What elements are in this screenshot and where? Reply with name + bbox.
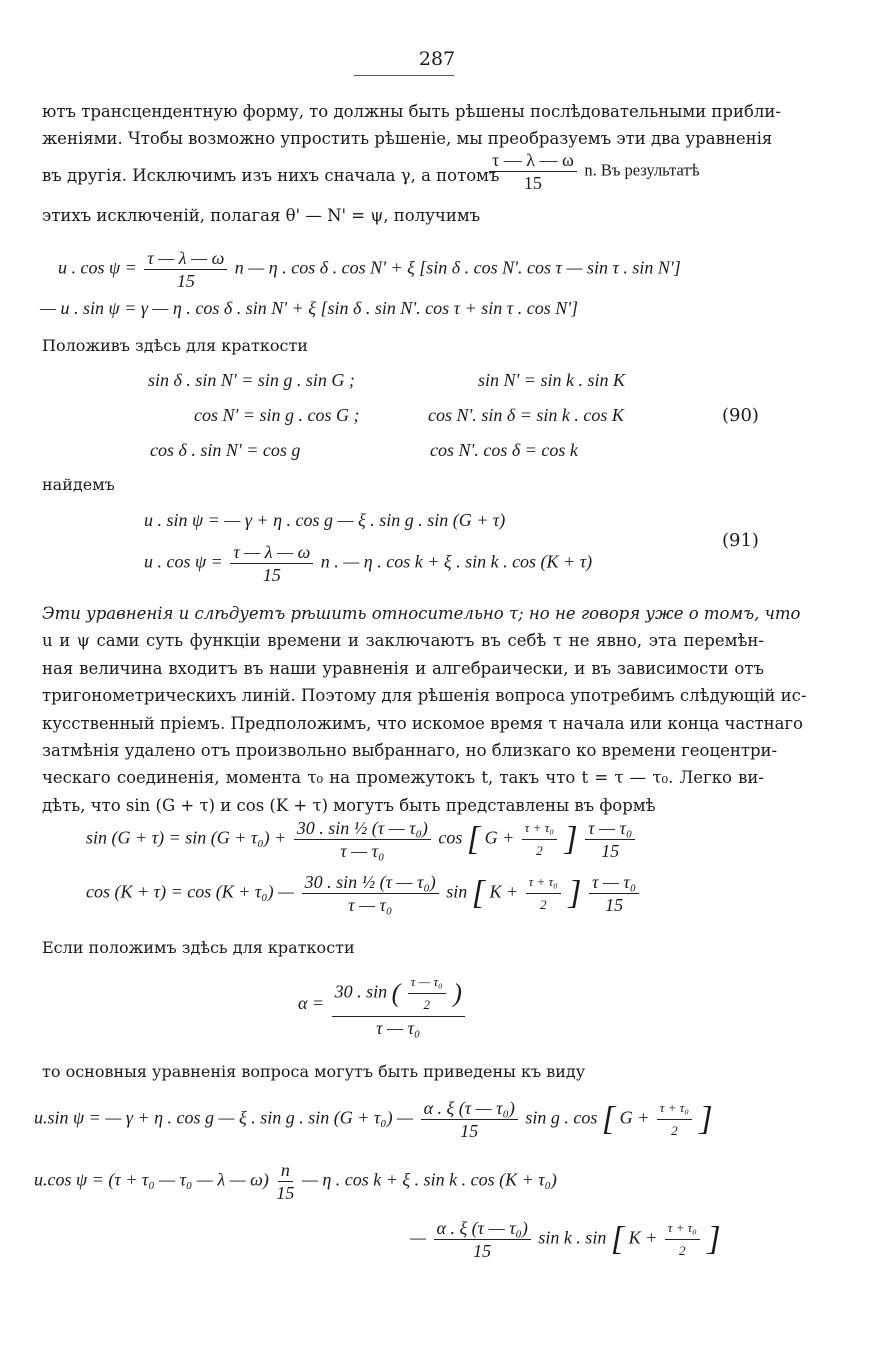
- eq90-r1c2: sin N' = sin k . sin K: [478, 370, 626, 390]
- fraction-numerator: τ — λ — ω: [144, 248, 227, 270]
- open-bracket: [: [610, 1220, 625, 1258]
- equation-a1: [58, 248, 681, 291]
- paragraph-line: ная величина входитъ въ наши уравненія и алгебраически, и въ зависимости отъ: [42, 658, 764, 678]
- close-paren: ): [453, 978, 462, 1008]
- fraction-numerator: n: [278, 1160, 293, 1182]
- fraction-denominator: τ — τ₀: [340, 841, 385, 861]
- fraction-numerator: τ — τ₀: [408, 972, 446, 994]
- eq91-line1: u . sin ψ = — γ + η . cos g — ξ . sin g . sin (G + τ): [144, 510, 506, 530]
- eq90-r3c1: cos δ . sin N' = cos g: [150, 440, 301, 460]
- equation-final-3: [410, 1218, 721, 1261]
- close-bracket: ]: [564, 820, 578, 858]
- paragraph-method: [42, 600, 807, 819]
- fraction-denominator: 15: [262, 565, 281, 585]
- fraction-numerator: [332, 972, 465, 1017]
- paragraph-line: u и ψ сами суть функціи времени и заключаютъ въ себѣ τ не явно, эта перемѣн-: [42, 631, 764, 651]
- equation-alpha: [298, 972, 468, 1038]
- fraction-denominator: 15: [605, 895, 624, 915]
- paragraph-line: Эти уравненія и слѣдуетъ рѣшить относительно τ; но не говоря уже о томъ, что: [42, 604, 801, 623]
- open-bracket: [: [471, 874, 485, 912]
- fraction-denominator: 2: [423, 997, 430, 1012]
- fraction-numerator: α . ξ (τ — τ₀): [434, 1218, 531, 1240]
- fraction-numerator: τ — τ₀: [589, 872, 639, 894]
- equation-final-2: [34, 1160, 557, 1203]
- equation-rhs: — η . cos k + ξ . sin k . cos (K + τ₀): [301, 1169, 557, 1190]
- equation-lhs: sin (G + τ) = sin (G + τ₀) +: [86, 827, 287, 848]
- close-bracket: ]: [568, 874, 582, 912]
- page-number-rule: [354, 75, 454, 76]
- inline-fraction: [486, 150, 700, 193]
- eq90-r3c2: cos N'. cos δ = cos k: [430, 440, 578, 460]
- equation-lhs: α =: [298, 993, 325, 1014]
- bracket-lead: K +: [489, 881, 519, 902]
- text-if-label: Если положимъ здѣсь для краткости: [42, 938, 355, 957]
- equation-tail: sin g . cos: [525, 1107, 598, 1128]
- fraction-denominator: 15: [460, 1121, 479, 1141]
- fraction-denominator: 15: [176, 271, 195, 291]
- equation-tail: sin k . sin: [538, 1227, 607, 1248]
- alpha-numerator-prefix: 30 . sin: [334, 981, 388, 1002]
- open-bracket: [: [601, 1100, 616, 1138]
- close-bracket: ]: [699, 1100, 713, 1138]
- equation-function: sin: [446, 881, 468, 902]
- equation-number-91: (91): [722, 530, 759, 551]
- equation-lead: —: [410, 1227, 427, 1248]
- paragraph-intro: [42, 98, 781, 153]
- bracket-lead: G +: [484, 827, 515, 848]
- paragraph-line-with-fraction: [42, 166, 499, 185]
- fraction-denominator: 15: [601, 841, 620, 861]
- bracket-lead: G +: [619, 1107, 650, 1128]
- equation-function: cos: [438, 827, 463, 848]
- equation-lhs: u . cos ψ =: [144, 551, 223, 572]
- equation-lhs: cos (K + τ) = cos (K + τ₀) —: [86, 881, 295, 902]
- equation-lhs: u . cos ψ =: [58, 257, 137, 278]
- equation-rhs: n — η . cos δ . cos N' + ξ [sin δ . cos N'. cos τ — sin τ . sin N']: [234, 257, 681, 278]
- fraction-denominator: τ — τ₀: [348, 895, 393, 915]
- fraction-denominator: 2: [679, 1243, 686, 1258]
- equation-lhs: u.sin ψ = — γ + η . cos g — ξ . sin g . sin (G + τ₀) —: [34, 1107, 414, 1128]
- eq90-r2c2: cos N'. sin δ = sin k . cos K: [428, 405, 624, 425]
- paragraph-line: тригонометрическихъ линій. Поэтому для рѣшенія вопроса употребимъ слѣдующій ис-: [42, 686, 807, 706]
- fraction-numerator: τ — λ — ω: [230, 542, 313, 564]
- fraction-denominator: 15: [523, 173, 542, 193]
- equation-cos-expansion: [86, 872, 642, 915]
- fraction-numerator: 30 . sin ½ (τ — τ₀): [294, 818, 431, 840]
- paragraph-line: кусственный пріемъ. Предположимъ, что искомое время τ начала или конца частнаго: [42, 713, 803, 733]
- equation-a2: — u . sin ψ = γ — η . cos δ . sin N' + ξ [sin δ . sin N'. cos τ + sin τ . cos N']: [40, 298, 579, 318]
- fraction-denominator: 2: [671, 1123, 678, 1138]
- fraction-denominator: 15: [276, 1183, 295, 1203]
- equation-sin-expansion: [86, 818, 638, 861]
- paragraph-line: въ другія. Исключимъ изъ нихъ сначала γ, а потомъ: [42, 166, 500, 185]
- fraction-numerator: τ — λ — ω: [489, 150, 577, 172]
- equation-number-90: (90): [722, 405, 759, 426]
- eq91-line2: [144, 542, 592, 585]
- eq90-r1c1: sin δ . sin N' = sin g . sin G ;: [148, 370, 355, 390]
- fraction-numerator: 30 . sin ½ (τ — τ₀): [302, 872, 439, 894]
- paragraph-line-tail: n. Въ результатѣ: [584, 160, 700, 180]
- fraction-denominator: 15: [473, 1241, 492, 1261]
- fraction-numerator: τ — τ₀: [585, 818, 635, 840]
- fraction-numerator: τ + τ₀: [657, 1098, 692, 1120]
- fraction-denominator: 2: [539, 897, 547, 912]
- eq90-r2c1: cos N' = sin g . cos G ;: [194, 405, 360, 425]
- fraction-numerator: τ + τ₀: [522, 818, 557, 840]
- text-brevity-label: Положивъ здѣсь для краткости: [42, 336, 308, 355]
- open-paren: (: [391, 978, 401, 1008]
- page-number: 287: [418, 48, 456, 70]
- fraction-denominator: τ — τ₀: [376, 1018, 421, 1038]
- close-bracket: ]: [707, 1220, 721, 1258]
- fraction-numerator: α . ξ (τ — τ₀): [421, 1098, 518, 1120]
- equation-final-1: [34, 1098, 713, 1141]
- equation-rhs: n . — η . cos k + ξ . sin k . cos (K + τ): [320, 551, 593, 572]
- paragraph-line: затмѣнія удалено отъ произвольно выбраннаго, но близкаго ко времени геоцентри-: [42, 741, 778, 761]
- equation-lhs: u.cos ψ = (τ + τ₀ — τ₀ — λ — ω): [34, 1169, 269, 1190]
- fraction-denominator: 2: [536, 843, 543, 858]
- fraction-numerator: τ + τ₀: [665, 1218, 700, 1240]
- paragraph-line: этихъ исключеній, полагая θ' — N' = ψ, получимъ: [42, 206, 481, 225]
- paragraph-line: ютъ трансцендентную форму, то должны быть рѣшены послѣдовательными прибли-: [42, 102, 781, 121]
- open-bracket: [: [466, 820, 481, 858]
- paragraph-line: дѣть, что sin (G + τ) и cos (K + τ) могутъ быть представлены въ формѣ: [42, 795, 656, 815]
- text-reduce-label: то основныя уравненія вопроса могутъ быть приведены къ виду: [42, 1062, 586, 1081]
- bracket-lead: K +: [628, 1227, 658, 1248]
- paragraph-line: женіями. Чтобы возможно упростить рѣшеніе, мы преобразуемъ эти два уравненія: [42, 129, 773, 149]
- fraction-numerator: τ + τ₀: [526, 872, 561, 894]
- paragraph-line: ческаго соединенія, момента τ₀ на промежутокъ t, такъ что t = τ — τ₀. Легко ви-: [42, 768, 764, 788]
- text-find-label: найдемъ: [42, 475, 115, 494]
